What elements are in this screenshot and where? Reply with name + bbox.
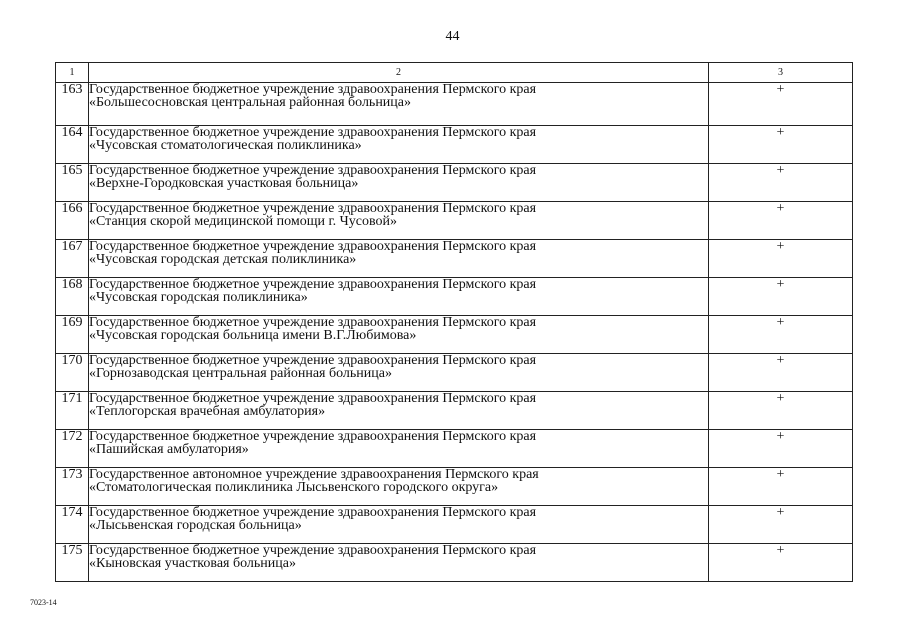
institution-name	[89, 202, 709, 240]
table-row	[56, 430, 853, 468]
institution-type-line: Государственное бюджетное учреждение здравоохранения Пермского края	[89, 543, 537, 558]
institution-name	[89, 506, 709, 544]
row-number: 172	[56, 430, 89, 468]
institution-title-line: «Станция скорой медицинской помощи г. Чусовой»	[89, 214, 397, 229]
row-number: 173	[56, 468, 89, 506]
inclusion-mark: +	[709, 468, 853, 506]
institution-type-line: Государственное бюджетное учреждение здравоохранения Пермского края	[89, 125, 537, 140]
inclusion-mark: +	[709, 544, 853, 582]
table-row	[56, 126, 853, 164]
institutions-table	[55, 62, 853, 582]
institution-type-line: Государственное бюджетное учреждение здравоохранения Пермского края	[89, 277, 537, 292]
row-number: 163	[56, 83, 89, 126]
inclusion-mark: +	[709, 354, 853, 392]
row-number: 164	[56, 126, 89, 164]
institution-type-line: Государственное бюджетное учреждение здравоохранения Пермского края	[89, 429, 537, 444]
table-row	[56, 83, 853, 126]
institution-type-line: Государственное автономное учреждение здравоохранения Пермского края	[89, 467, 539, 482]
institution-title-line: «Чусовская городская поликлиника»	[89, 290, 308, 305]
inclusion-mark: +	[709, 392, 853, 430]
table-row	[56, 240, 853, 278]
institution-title-line: «Горнозаводская центральная районная больница»	[89, 366, 392, 381]
column-header-number: 1	[56, 63, 89, 83]
inclusion-mark: +	[709, 430, 853, 468]
institution-type-line: Государственное бюджетное учреждение здравоохранения Пермского края	[89, 505, 537, 520]
document-code: 7023-14	[30, 598, 57, 607]
institution-title-line: «Верхне-Городковская участковая больница»	[89, 176, 359, 191]
institution-type-line: Государственное бюджетное учреждение здравоохранения Пермского края	[89, 315, 537, 330]
institution-title-line: «Большесосновская центральная районная больница»	[89, 95, 412, 110]
row-number: 174	[56, 506, 89, 544]
institution-title-line: «Лысьвенская городская больница»	[89, 518, 302, 533]
row-number: 171	[56, 392, 89, 430]
institution-title-line: «Пашийская амбулатория»	[89, 442, 249, 457]
column-header-name: 2	[89, 63, 709, 83]
table-row	[56, 278, 853, 316]
row-number: 169	[56, 316, 89, 354]
row-number: 165	[56, 164, 89, 202]
institution-name	[89, 316, 709, 354]
table-row	[56, 468, 853, 506]
row-number: 168	[56, 278, 89, 316]
table-row	[56, 164, 853, 202]
institution-name	[89, 164, 709, 202]
institution-name	[89, 278, 709, 316]
inclusion-mark: +	[709, 316, 853, 354]
row-number: 167	[56, 240, 89, 278]
page-number: 44	[445, 29, 460, 44]
institution-name	[89, 354, 709, 392]
institution-name	[89, 468, 709, 506]
table-row	[56, 392, 853, 430]
institution-name	[89, 83, 709, 126]
institution-title-line: «Стоматологическая поликлиника Лысьвенского городского округа»	[89, 480, 499, 495]
institution-title-line: «Чусовская городская больница имени В.Г.Любимова»	[89, 328, 417, 343]
institution-type-line: Государственное бюджетное учреждение здравоохранения Пермского края	[89, 239, 537, 254]
row-number: 166	[56, 202, 89, 240]
institution-type-line: Государственное бюджетное учреждение здравоохранения Пермского края	[89, 353, 537, 368]
institution-title-line: «Теплогорская врачебная амбулатория»	[89, 404, 326, 419]
row-number: 175	[56, 544, 89, 582]
inclusion-mark: +	[709, 126, 853, 164]
table-row	[56, 506, 853, 544]
institution-name	[89, 126, 709, 164]
table-row	[56, 316, 853, 354]
inclusion-mark: +	[709, 83, 853, 126]
institution-type-line: Государственное бюджетное учреждение здравоохранения Пермского края	[89, 391, 537, 406]
column-header-mark: 3	[709, 63, 853, 83]
institution-title-line: «Кыновская участковая больница»	[89, 556, 296, 571]
institution-title-line: «Чусовская стоматологическая поликлиника»	[89, 138, 362, 153]
institution-type-line: Государственное бюджетное учреждение здравоохранения Пермского края	[89, 201, 537, 216]
institution-name	[89, 544, 709, 582]
inclusion-mark: +	[709, 164, 853, 202]
inclusion-mark: +	[709, 202, 853, 240]
row-number: 170	[56, 354, 89, 392]
inclusion-mark: +	[709, 278, 853, 316]
institution-type-line: Государственное бюджетное учреждение здравоохранения Пермского края	[89, 163, 537, 178]
institution-type-line: Государственное бюджетное учреждение здравоохранения Пермского края	[89, 82, 537, 97]
table-row	[56, 544, 853, 582]
table-row	[56, 202, 853, 240]
institution-name	[89, 240, 709, 278]
institution-name	[89, 392, 709, 430]
inclusion-mark: +	[709, 506, 853, 544]
inclusion-mark: +	[709, 240, 853, 278]
table-row	[56, 354, 853, 392]
institution-name	[89, 430, 709, 468]
table-header-row	[56, 63, 853, 83]
institution-title-line: «Чусовская городская детская поликлиника»	[89, 252, 357, 267]
